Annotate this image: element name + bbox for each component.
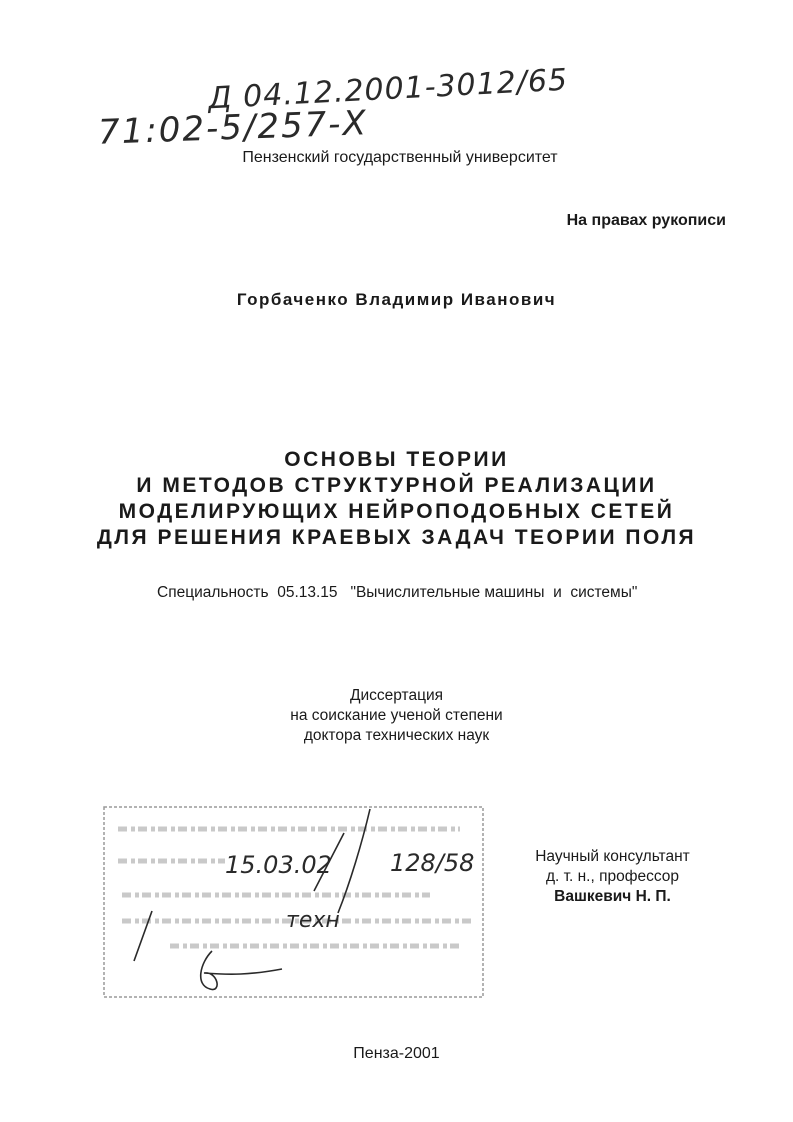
title-line: ДЛЯ РЕШЕНИЯ КРАЕВЫХ ЗАДАЧ ТЕОРИИ ПОЛЯ [96,526,697,549]
dissertation-line: на соискание ученой степени [290,707,503,724]
author-name: Горбаченко Владимир Иванович [236,290,557,309]
stamp-word: техн [286,908,340,933]
dissertation-line: доктора технических наук [303,727,490,744]
title-line: МОДЕЛИРУЮЩИХ НЕЙРОПОДОБНЫХ СЕТЕЙ [118,500,675,523]
scientific-consultant [505,847,720,907]
consultant-name: Вашкевич Н. П. [554,888,671,905]
dissertation-line: Диссертация [349,687,444,704]
library-stamp [100,803,487,1001]
university-name: Пензенский государственный университет [242,149,558,166]
signature [201,951,282,989]
dissertation-description [200,686,593,746]
title-line: ОСНОВЫ ТЕОРИИ [284,448,509,471]
handwritten-registration-line: Д 04.12.2001-3012/65 [207,62,569,117]
stamp-date: 15.03.02 [225,851,332,879]
city-year: Пенза-2001 [353,1045,440,1062]
handwritten-catalog-number: 71:02-5/257-Х [97,103,369,153]
specialty-line: Специальность 05.13.15 "Вычислительные машины и системы" [157,584,638,601]
manuscript-note: На правах рукописи [566,212,726,229]
stamp-border [104,807,483,997]
dissertation-title [40,447,753,551]
stamp-number: 128/58 [390,849,475,877]
consultant-role: Научный консультант [535,848,690,865]
consultant-degree: д. т. н., профессор [545,868,680,885]
title-line: И МЕТОДОВ СТРУКТУРНОЙ РЕАЛИЗАЦИИ [136,474,657,497]
